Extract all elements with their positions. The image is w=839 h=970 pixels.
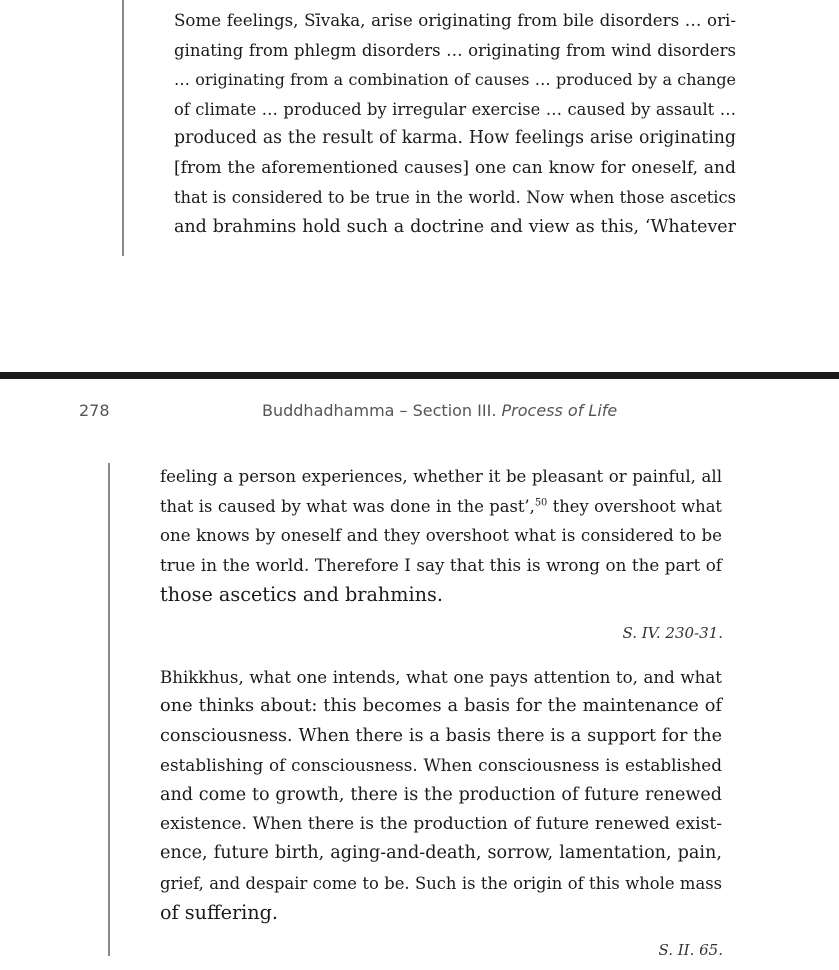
text-line: one thinks about: this becomes a basis for the maintenance of	[160, 696, 722, 717]
text-line: that is considered to be true in the world. Now when those ascetics	[174, 188, 736, 207]
text-line: those ascetics and brahmins.	[160, 583, 443, 606]
citation-2: S. II. 65.	[658, 941, 723, 959]
text-line: of suffering.	[160, 901, 278, 925]
text-line: feeling a person experiences, whether it be pleasant or painful, all	[160, 467, 722, 486]
text-segment: that is caused by what was done in the past’,	[160, 496, 535, 516]
text-line: and brahmins hold such a doctrine and view as this, ‘Whatever	[174, 216, 736, 237]
quote-bar-top	[122, 0, 124, 256]
text-line	[160, 492, 722, 522]
text-line: ence, future birth, aging-and-death, sorrow, lamentation, pain,	[160, 843, 722, 864]
passage-two	[160, 663, 722, 928]
text-line: grief, and despair come to be. Such is the origin of this whole mass	[160, 873, 722, 893]
page-number: 278	[79, 401, 110, 420]
text-line: of climate … produced by irregular exercise … caused by assault …	[174, 99, 736, 119]
text-line: true in the world. Therefore I say that this is wrong on the part of	[160, 554, 722, 575]
text-line: [from the aforementioned causes] one can know for oneself, and	[174, 157, 736, 178]
citation-1: S. IV. 230-31.	[622, 624, 723, 642]
text-line: establishing of consciousness. When consciousness is established	[160, 755, 722, 776]
text-line: consciousness. When there is a basis there is a support for the	[160, 725, 722, 746]
text-line: and come to growth, there is the production of future renewed	[160, 784, 722, 805]
passage-one	[160, 462, 722, 610]
running-header-title: Buddhadhamma – Section III.	[262, 401, 497, 420]
running-header	[262, 401, 617, 420]
text-line: … originating from a combination of causes … produced by a change	[174, 70, 736, 89]
text-segment: they overshoot what	[547, 496, 722, 516]
quote-bar-bottom	[108, 463, 110, 956]
text-line: produced as the result of karma. How feelings arise originating	[174, 128, 736, 148]
text-line: one knows by oneself and they overshoot what is considered to be	[160, 526, 722, 545]
text-line: Bhikkhus, what one intends, what one pays attention to, and what	[160, 668, 722, 687]
text-line: Some feelings, Sīvaka, arise originating from bile disorders … ori-	[174, 11, 736, 30]
page-separator	[0, 372, 839, 379]
footnote-marker[interactable]: 50	[534, 497, 548, 509]
running-header-subtitle: Process of Life	[501, 401, 618, 420]
top-passage	[174, 6, 736, 242]
text-line: existence. When there is the production of future renewed exist-	[160, 814, 722, 835]
text-line: ginating from phlegm disorders … originating from wind disorders	[174, 40, 736, 60]
